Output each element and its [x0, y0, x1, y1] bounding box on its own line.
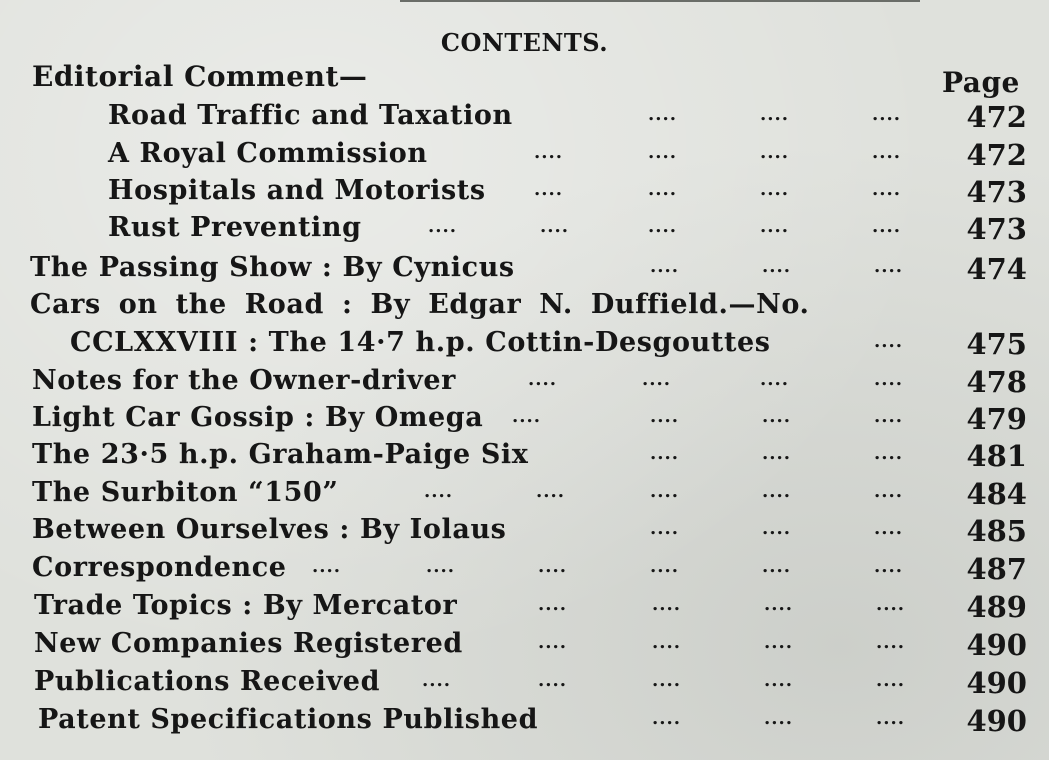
leader-dots: .... — [512, 406, 542, 427]
toc-entry-page: 472 — [966, 138, 1027, 172]
leader-dots: .... — [876, 670, 906, 691]
leader-dots: .... — [876, 632, 906, 653]
leader-dots: .... — [760, 142, 790, 163]
leader-dots: .... — [528, 369, 558, 390]
leader-dots: .... — [762, 518, 792, 539]
leader-dots: .... — [760, 179, 790, 200]
leader-dots: .... — [534, 142, 564, 163]
toc-entry-title: Publications Received — [34, 666, 381, 697]
leader-dots: .... — [650, 406, 680, 427]
toc-entry-correspondence[interactable] — [0, 552, 1049, 590]
leader-dots: .... — [764, 632, 794, 653]
toc-entry-title: Light Car Gossip : By Omega — [32, 402, 484, 433]
leader-dots: .... — [650, 443, 680, 464]
toc-entry-title: Hospitals and Motorists — [108, 175, 486, 206]
leader-dots: .... — [762, 443, 792, 464]
toc-entry-publications-received[interactable] — [0, 666, 1049, 704]
leader-dots: .... — [876, 708, 906, 729]
leader-dots: .... — [762, 556, 792, 577]
leader-dots: .... — [874, 331, 904, 352]
toc-entry-royal-commission[interactable] — [0, 138, 1049, 176]
toc-entry-new-companies[interactable] — [0, 628, 1049, 666]
leader-dots: .... — [648, 104, 678, 125]
leader-dots: .... — [652, 594, 682, 615]
toc-entry-patent-specifications[interactable] — [0, 704, 1049, 742]
leader-dots: .... — [312, 556, 342, 577]
toc-entry-page: 490 — [966, 666, 1027, 700]
leader-dots: .... — [424, 481, 454, 502]
toc-entry-hospitals[interactable] — [0, 175, 1049, 213]
toc-entry-title: The Surbiton “150” — [32, 477, 339, 508]
leader-dots: .... — [426, 556, 456, 577]
leader-dots: .... — [652, 632, 682, 653]
toc-entry-title: The 23·5 h.p. Graham-Paige Six — [32, 439, 529, 470]
toc-entry-title: Trade Topics : By Mercator — [34, 590, 458, 621]
leader-dots: .... — [538, 670, 568, 691]
toc-entry-page: 490 — [966, 704, 1027, 738]
leader-dots: .... — [540, 216, 570, 237]
leader-dots: .... — [642, 369, 672, 390]
toc-entry-surbiton-150[interactable] — [0, 477, 1049, 515]
toc-entry-page: 490 — [966, 628, 1027, 662]
leader-dots: .... — [762, 406, 792, 427]
leader-dots: .... — [760, 104, 790, 125]
page-column-header: Page — [942, 66, 1020, 99]
toc-entry-page: 474 — [966, 252, 1027, 286]
leader-dots: .... — [762, 256, 792, 277]
contents-heading — [0, 28, 1049, 57]
toc-entry-title: Notes for the Owner-driver — [32, 365, 456, 396]
leader-dots: .... — [874, 406, 904, 427]
toc-entry-road-traffic[interactable] — [0, 100, 1049, 138]
toc-entry-owner-driver[interactable] — [0, 365, 1049, 403]
toc-entry-title: Cars on the Road : By Edgar N. Duffield.—No. — [30, 289, 810, 320]
leader-dots: .... — [652, 708, 682, 729]
toc-entry-title: The Passing Show : By Cynicus — [30, 252, 515, 283]
leader-dots: .... — [650, 518, 680, 539]
toc-entry-page: 484 — [966, 477, 1027, 511]
toc-entry-title: New Companies Registered — [34, 628, 463, 659]
leader-dots: .... — [652, 670, 682, 691]
leader-dots: .... — [538, 594, 568, 615]
leader-dots: .... — [764, 708, 794, 729]
toc-entry-rust-preventing[interactable] — [0, 212, 1049, 250]
leader-dots: .... — [534, 179, 564, 200]
leader-dots: .... — [760, 216, 790, 237]
leader-dots: .... — [648, 142, 678, 163]
leader-dots: .... — [874, 518, 904, 539]
toc-entry-passing-show[interactable] — [0, 252, 1049, 290]
leader-dots: .... — [428, 216, 458, 237]
leader-dots: .... — [650, 481, 680, 502]
leader-dots: .... — [876, 594, 906, 615]
toc-entry-trade-topics[interactable] — [0, 590, 1049, 628]
leader-dots: .... — [764, 670, 794, 691]
leader-dots: .... — [538, 556, 568, 577]
toc-entry-page: 479 — [966, 402, 1027, 436]
leader-dots: .... — [538, 632, 568, 653]
toc-entry-title: Patent Specifications Published — [38, 704, 539, 735]
toc-entry-cars-on-the-road-cont[interactable] — [0, 327, 1049, 365]
leader-dots: .... — [874, 256, 904, 277]
toc-entry-title: Between Ourselves : By Iolaus — [32, 514, 507, 545]
leader-dots: .... — [648, 216, 678, 237]
toc-entry-cars-on-the-road[interactable] — [0, 289, 1049, 327]
toc-entry-page: 478 — [966, 365, 1027, 399]
leader-dots: .... — [872, 179, 902, 200]
toc-entry-title: Correspondence — [32, 552, 287, 583]
toc-entry-page: 475 — [966, 327, 1027, 361]
toc-entry-title: Rust Preventing — [108, 212, 362, 243]
toc-entry-page: 472 — [966, 100, 1027, 134]
leader-dots: .... — [874, 481, 904, 502]
leader-dots: .... — [536, 481, 566, 502]
top-rule — [400, 0, 920, 2]
leader-dots: .... — [872, 104, 902, 125]
leader-dots: .... — [650, 556, 680, 577]
leader-dots: .... — [872, 142, 902, 163]
leader-dots: .... — [874, 369, 904, 390]
leader-dots: .... — [874, 556, 904, 577]
leader-dots: .... — [760, 369, 790, 390]
leader-dots: .... — [874, 443, 904, 464]
toc-entry-page: 473 — [966, 212, 1027, 246]
toc-entry-page: 473 — [966, 175, 1027, 209]
toc-entry-page: 487 — [966, 552, 1027, 586]
leader-dots: .... — [422, 670, 452, 691]
toc-entry-page: 481 — [966, 439, 1027, 473]
toc-entry-page: 489 — [966, 590, 1027, 624]
leader-dots: .... — [648, 179, 678, 200]
leader-dots: .... — [764, 594, 794, 615]
leader-dots: .... — [872, 216, 902, 237]
toc-entry-page: 485 — [966, 514, 1027, 548]
toc-entry-title: A Royal Commission — [108, 138, 428, 169]
toc-entry-light-car-gossip[interactable] — [0, 402, 1049, 440]
contents-heading-text: CONTENTS. — [440, 28, 609, 57]
toc-entry-between-ourselves[interactable] — [0, 514, 1049, 552]
toc-entry-graham-paige[interactable] — [0, 439, 1049, 477]
section-editorial-comment: Editorial Comment— — [32, 60, 368, 93]
leader-dots: .... — [762, 481, 792, 502]
toc-entry-title-continuation: CCLXXVIII : The 14·7 h.p. Cottin-Desgouttes — [70, 327, 771, 358]
toc-entry-title: Road Traffic and Taxation — [108, 100, 513, 131]
leader-dots: .... — [650, 256, 680, 277]
